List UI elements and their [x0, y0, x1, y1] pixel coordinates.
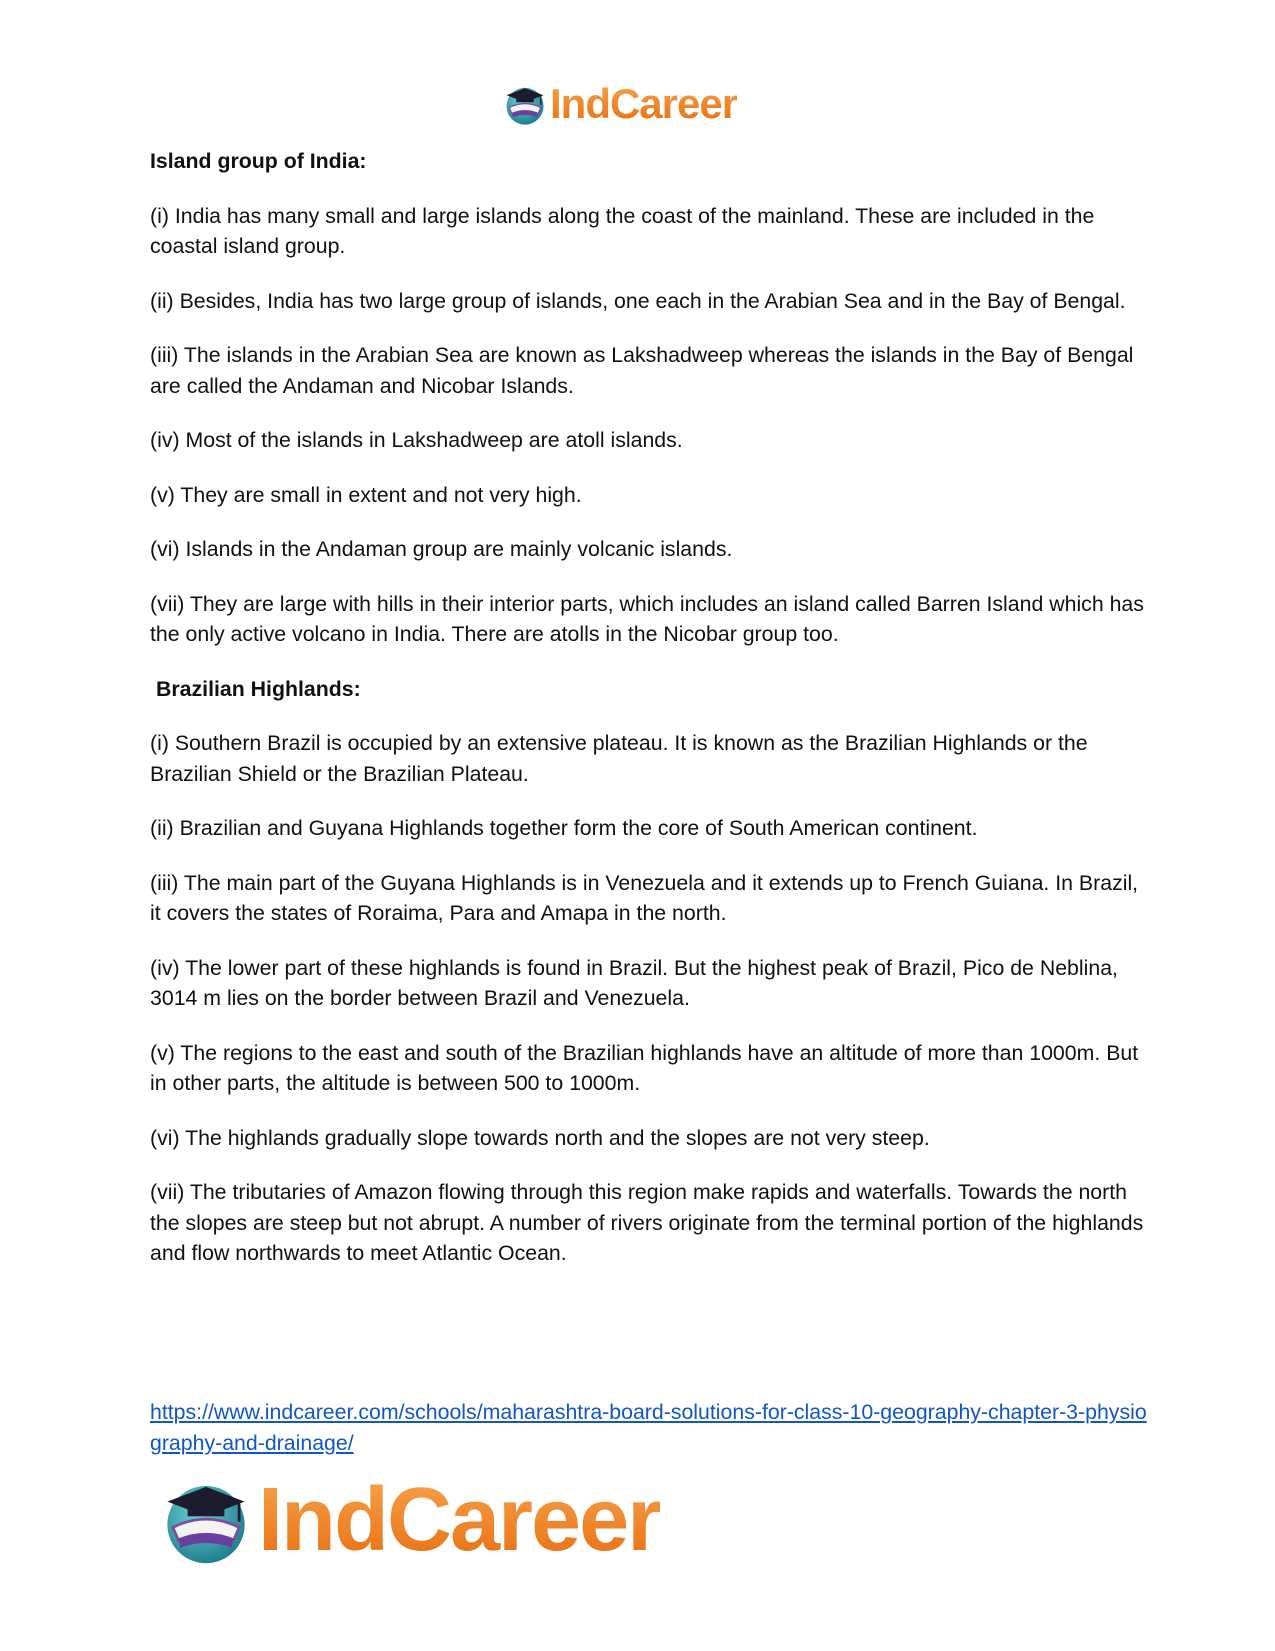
graduation-cap-book-globe-icon — [503, 82, 547, 126]
paragraph: (ii) Brazilian and Guyana Highlands together form the core of South American continent. — [150, 816, 978, 840]
paragraph: (v) They are small in extent and not very high. — [150, 482, 582, 507]
paragraph: (vii) They are large with hills in their interior parts, which includes an island called Barren Island which has the only active volcano in India. There are atolls in the Nicobar group too. — [150, 591, 1144, 646]
logo-wordmark: IndCareer — [550, 80, 738, 127]
paragraph: (vii) The tributaries of Amazon flowing through this region make rapids and waterfalls. Towards the north the slopes are steep but not abrupt. A number of rivers originate from the terminal portion of the highlands and flow northwards to meet Atlantic Ocean. — [150, 1180, 1144, 1265]
paragraph: (v) The regions to the east and south of the Brazilian highlands have an altitude of more than 1000m. But in other parts, the altitude is between 500 to 1000m. — [150, 1040, 1139, 1095]
header-logo — [503, 80, 737, 128]
source-link[interactable]: https://www.indcareer.com/schools/maharashtra-board-solutions-for-class-10-geography-chapter-3-physiography-and-drainage/ — [150, 1400, 1147, 1455]
paragraph: (vi) The highlands gradually slope towards north and the slopes are not very steep. — [150, 1125, 930, 1150]
paragraph: (iv) Most of the islands in Lakshadweep are atoll islands. — [150, 428, 683, 452]
paragraph: (i) Southern Brazil is occupied by an extensive plateau. It is known as the Brazilian Highlands or the Brazilian Shield or the Brazilian Plateau. — [150, 731, 1088, 786]
graduation-cap-book-globe-icon — [160, 1474, 252, 1566]
paragraph: (iii) The main part of the Guyana Highlands is in Venezuela and it extends up to French Guiana. In Brazil, it covers the states of Roraima, Para and Amapa in the north. — [150, 870, 1139, 925]
logo-wordmark: IndCareer — [258, 1470, 661, 1570]
section-heading: Island group of India: — [150, 149, 367, 173]
paragraph: (vi) Islands in the Andaman group are mainly volcanic islands. — [150, 537, 733, 561]
footer-logo — [160, 1470, 660, 1570]
section-heading: Brazilian Highlands: — [156, 676, 361, 701]
paragraph: (i) India has many small and large islands along the coast of the mainland. These are included in the coastal island group. — [150, 203, 1095, 258]
paragraph: (iv) The lower part of these highlands is found in Brazil. But the highest peak of Brazil, Pico de Neblina, 3014 m lies on the border between Brazil and Venezuela. — [150, 955, 1118, 1010]
document-body — [150, 146, 1150, 1293]
paragraph: (ii) Besides, India has two large group of islands, one each in the Arabian Sea and in the Bay of Bengal. — [150, 288, 1126, 313]
paragraph: (iii) The islands in the Arabian Sea are known as Lakshadweep whereas the islands in the Bay of Bengal are called the Andaman and Nicobar Islands. — [150, 343, 1134, 398]
